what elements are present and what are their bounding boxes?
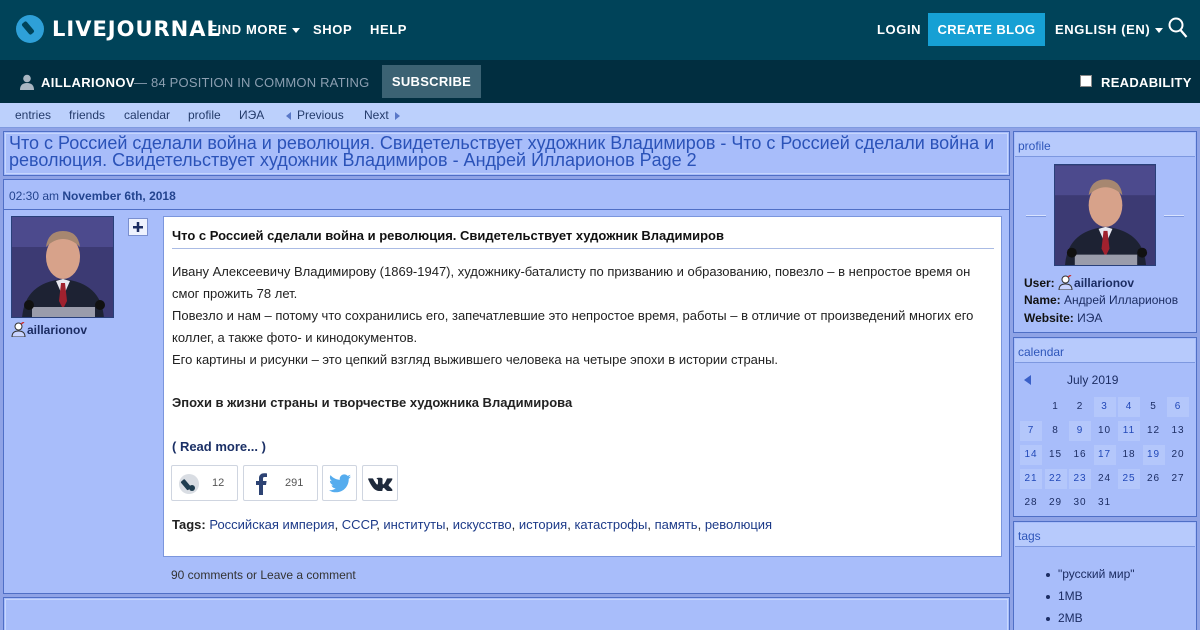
author-link[interactable] xyxy=(11,322,87,337)
author-photo xyxy=(12,217,114,318)
calendar-month: July 2019 xyxy=(1067,373,1119,387)
calendar-day: 13 xyxy=(1171,425,1185,436)
calendar-day: 16 xyxy=(1073,449,1087,460)
tag-link[interactable]: катастрофы xyxy=(574,517,648,532)
readability-checkbox[interactable] xyxy=(1080,75,1092,87)
calendar-empty-cell xyxy=(1143,493,1165,513)
calendar-day: 10 xyxy=(1097,425,1112,436)
arrow-left-icon xyxy=(286,112,291,120)
nav-find-more-label: FIND MORE xyxy=(209,22,288,37)
entry-box xyxy=(3,179,1010,594)
author-name: aillarionov xyxy=(27,323,88,337)
share-vk-button[interactable] xyxy=(362,465,398,501)
add-to-memories-icon[interactable] xyxy=(128,218,148,236)
search-icon[interactable] xyxy=(1168,17,1188,39)
share-facebook-button[interactable] xyxy=(243,465,318,501)
sidebar-calendar-heading: calendar xyxy=(1015,339,1195,363)
sidebar-profile-heading: profile xyxy=(1015,133,1195,157)
calendar-day[interactable]: 22 xyxy=(1045,469,1067,489)
profile-website-label: Website: xyxy=(1024,311,1074,325)
calendar-day: 5 xyxy=(1150,401,1157,412)
calendar-day: 24 xyxy=(1097,473,1112,484)
calendar-day: 28 xyxy=(1024,497,1038,508)
bullet xyxy=(1046,573,1050,577)
tag-link[interactable]: Российская империя xyxy=(209,517,335,532)
divider xyxy=(1164,215,1184,217)
facebook-share-count: 291 xyxy=(285,477,304,489)
tag-link[interactable]: институты xyxy=(383,517,446,532)
lj-user-icon xyxy=(11,322,26,337)
facebook-icon xyxy=(254,473,268,495)
calendar-day[interactable]: 19 xyxy=(1143,445,1165,465)
divider xyxy=(1026,215,1046,217)
arrow-right-icon xyxy=(395,112,400,120)
profile-website-line xyxy=(1024,311,1102,325)
subscribe-button[interactable]: SUBSCRIBE xyxy=(382,65,481,98)
entry-paragraph: Ивану Алексеевичу Владимирову (1869-1947), художнику-баталисту по призванию и образованию, повезло – в непростое время он смог прожить 78 лет. xyxy=(172,264,971,301)
tags-label: Tags: xyxy=(172,517,206,532)
box-border xyxy=(5,599,1008,630)
calendar-empty-cell xyxy=(1167,493,1189,513)
entry-paragraph: Его картины и рисунки – это цепкий взгляд выжившего человека на четыре эпохи в истории страны. xyxy=(172,352,779,367)
language-selector[interactable] xyxy=(1055,22,1163,37)
livejournal-pencil-icon xyxy=(16,15,44,43)
nav-friends[interactable]: friends xyxy=(69,108,106,122)
nav-iea[interactable]: ИЭА xyxy=(239,108,265,122)
page-title-box xyxy=(3,131,1010,176)
comments-separator: or xyxy=(243,568,261,582)
calendar-day[interactable]: 3 xyxy=(1094,397,1116,417)
calendar-day[interactable]: 25 xyxy=(1118,469,1140,489)
entry-content xyxy=(163,216,1002,557)
calendar-day: 15 xyxy=(1048,449,1063,460)
calendar-day: 1 xyxy=(1052,401,1059,412)
page-title: Что с Россией сделали война и революция. Свидетельствует художник Владимиров - Что с Россией сделали война и революция. Свидетельствует художник Владимиров - Андрей Илларионов Page 2 xyxy=(9,133,995,170)
journal-username[interactable]: AILLARIONOV xyxy=(41,75,135,90)
calendar-day: 8 xyxy=(1052,425,1059,436)
calendar-day: 18 xyxy=(1122,449,1136,460)
readability-label[interactable]: READABILITY xyxy=(1101,75,1192,90)
bullet xyxy=(1046,617,1050,621)
tag-link[interactable]: история xyxy=(518,517,568,532)
read-more-link[interactable]: ( Read more... ) xyxy=(172,439,266,454)
nav-find-more[interactable] xyxy=(209,22,300,37)
calendar-day[interactable]: 6 xyxy=(1167,397,1189,417)
sidebar-tags-box xyxy=(1013,521,1197,630)
share-twitter-button[interactable] xyxy=(322,465,357,501)
nav-previous-label: Previous xyxy=(297,108,344,122)
calendar-day: 20 xyxy=(1171,449,1185,460)
journal-userbar xyxy=(0,60,1200,103)
calendar-day[interactable]: 7 xyxy=(1020,421,1042,441)
profile-user-label: User: xyxy=(1024,276,1055,290)
profile-website-link[interactable]: ИЭА xyxy=(1077,311,1103,325)
calendar-day: 30 xyxy=(1073,497,1087,508)
profile-name-value: Андрей Илларионов xyxy=(1064,293,1179,307)
calendar-empty-cell xyxy=(1118,493,1140,513)
twitter-icon xyxy=(329,474,351,493)
tag-link[interactable]: революция xyxy=(704,517,773,532)
comments-line xyxy=(171,568,356,582)
userpic[interactable] xyxy=(11,216,114,318)
calendar-day[interactable]: 17 xyxy=(1094,445,1116,465)
lj-user-icon xyxy=(1058,275,1073,290)
entry-paragraph: Повезло и нам – потому что сохранились его, запечатлевшие это непростое время, работы – в отличие от произведений многих его коллег, а также фото- и кинодокументов. xyxy=(172,308,974,345)
nav-profile[interactable]: profile xyxy=(188,108,221,122)
livejournal-share-icon xyxy=(178,473,200,495)
entry-time: 02:30 am xyxy=(9,189,60,203)
livejournal-logo[interactable] xyxy=(16,15,221,43)
entry-date-link[interactable]: November 6th, 2018 xyxy=(62,189,176,203)
profile-user-line xyxy=(1024,275,1134,290)
nav-shop[interactable]: SHOP xyxy=(313,22,353,37)
sidebar-profile-box xyxy=(1013,131,1197,333)
leave-comment-link[interactable]: Leave a comment xyxy=(260,568,356,582)
profile-user-link[interactable]: aillarionov xyxy=(1074,276,1135,290)
nav-previous[interactable] xyxy=(286,108,344,122)
nav-next-label: Next xyxy=(364,108,389,122)
tag-link[interactable]: искусство xyxy=(452,517,512,532)
bullet xyxy=(1046,595,1050,599)
sidebar-tag-link[interactable]: "русский мир" xyxy=(1058,567,1135,581)
journal-nav xyxy=(0,103,1200,128)
sidebar-calendar-box xyxy=(1013,337,1197,517)
sidebar-userpic[interactable] xyxy=(1054,164,1156,266)
vk-icon xyxy=(368,477,393,491)
calendar-day: 2 xyxy=(1076,401,1084,412)
previous-month-icon[interactable] xyxy=(1024,375,1031,385)
sidebar-tags-heading: tags xyxy=(1015,523,1195,547)
language-label: ENGLISH (EN) xyxy=(1055,22,1151,37)
calendar-empty-cell xyxy=(1020,397,1042,417)
share-livejournal-button[interactable] xyxy=(171,465,238,501)
calendar-day[interactable]: 21 xyxy=(1020,469,1042,489)
calendar-day: 26 xyxy=(1146,473,1161,484)
plus-icon xyxy=(129,219,147,235)
author-photo xyxy=(1055,165,1156,266)
entry-subheading: Эпохи в жизни страны и творчестве художника Владимирова xyxy=(172,395,573,410)
entry-title: Что с Россией сделали война и революция. Свидетельствует художник Владимиров xyxy=(172,228,994,249)
caret-down-icon xyxy=(1155,28,1163,33)
sidebar-tag-link[interactable]: 2MB xyxy=(1058,611,1083,625)
calendar-day[interactable]: 9 xyxy=(1069,421,1091,441)
nav-calendar[interactable]: calendar xyxy=(124,108,171,122)
calendar-day[interactable]: 23 xyxy=(1069,469,1091,489)
rating-text: — 84 POSITION IN COMMON RATING xyxy=(134,75,370,90)
profile-name-label: Name: xyxy=(1024,293,1061,307)
calendar-day: 31 xyxy=(1097,497,1112,508)
create-blog-button[interactable]: CREATE BLOG xyxy=(928,13,1045,46)
calendar-day[interactable]: 11 xyxy=(1118,421,1140,441)
next-entry-box xyxy=(3,597,1010,630)
calendar-day: 12 xyxy=(1146,425,1161,436)
site-header xyxy=(0,0,1200,60)
calendar-day: 27 xyxy=(1171,473,1185,484)
user-icon xyxy=(20,74,34,90)
logo-text: LIVEJOURNAL xyxy=(52,17,221,41)
livejournal-share-count: 12 xyxy=(212,477,225,489)
calendar-day[interactable]: 14 xyxy=(1020,445,1042,465)
nav-next[interactable] xyxy=(364,108,400,122)
sidebar-tag-link[interactable]: 1MB xyxy=(1058,589,1083,603)
entry-header xyxy=(4,180,1009,210)
profile-name-line xyxy=(1024,293,1178,307)
calendar-day: 29 xyxy=(1048,497,1063,508)
login-link[interactable]: LOGIN xyxy=(877,22,922,37)
entry-date[interactable] xyxy=(9,189,176,203)
entry-tags: Tags: Российская империя, СССР, институты, искусство, история, катастрофы, память, революция xyxy=(172,517,773,532)
comments-link[interactable]: 90 comments xyxy=(171,568,244,582)
nav-entries[interactable]: entries xyxy=(15,108,52,122)
caret-down-icon xyxy=(292,28,300,33)
nav-help[interactable]: HELP xyxy=(370,22,408,37)
tag-link[interactable]: СССР xyxy=(341,517,377,532)
calendar-day[interactable]: 4 xyxy=(1118,397,1140,417)
tag-link[interactable]: память xyxy=(654,517,698,532)
